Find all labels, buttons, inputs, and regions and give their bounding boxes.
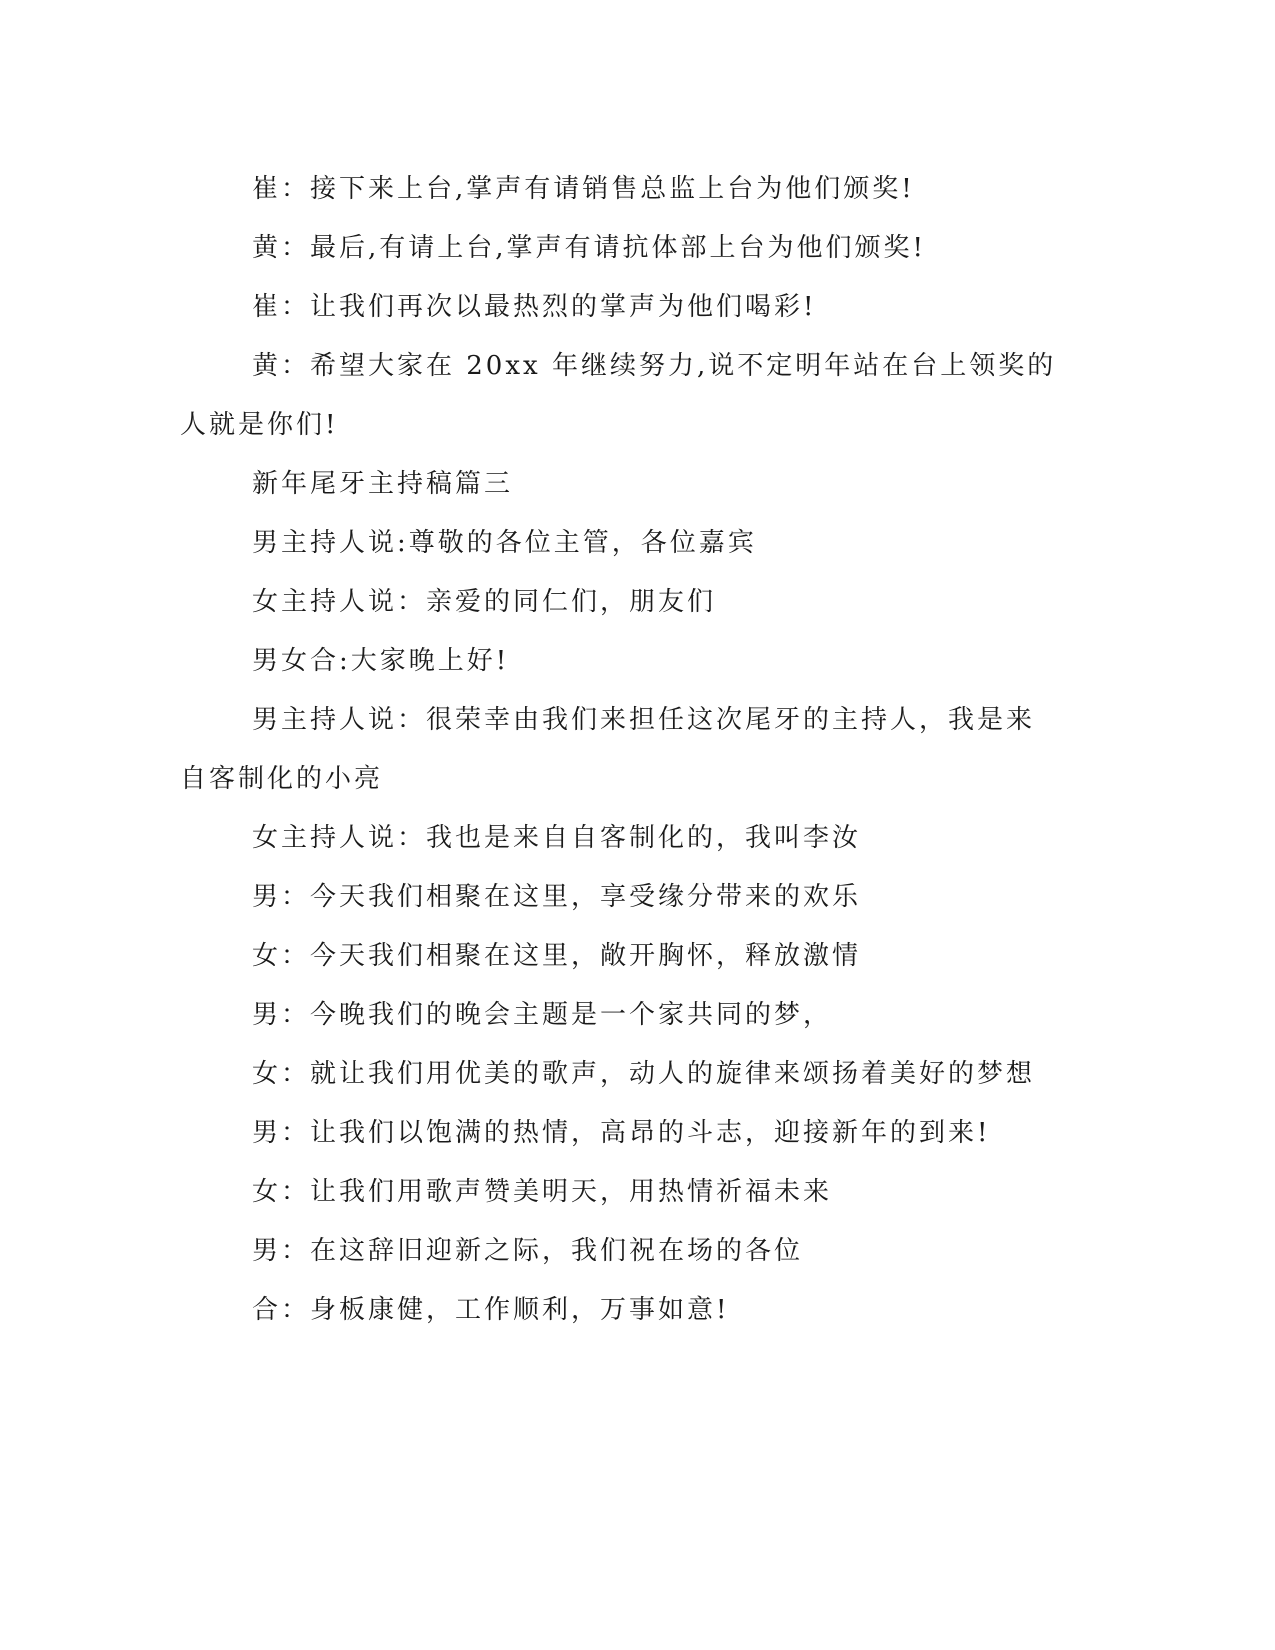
dialogue-line: 男：在这辞旧迎新之际，我们祝在场的各位 [252,1236,804,1266]
document-body [180,160,1060,1340]
section-title: 新年尾牙主持稿篇三 [252,469,514,499]
dialogue-line: 男：今天我们相聚在这里，享受缘分带来的欢乐 [252,882,862,912]
dialogue-line: 黄：最后,有请上台,掌声有请抗体部上台为他们颁奖! [252,233,926,263]
dialogue-line: 崔：接下来上台,掌声有请销售总监上台为他们颁奖! [252,174,915,204]
dialogue-line: 女：让我们用歌声赞美明天，用热情祈福未来 [252,1177,833,1207]
dialogue-line: 女：今天我们相聚在这里，敞开胸怀，释放激情 [252,941,862,971]
dialogue-line: 男女合:大家晚上好! [252,646,510,676]
dialogue-line: 男：让我们以饱满的热情，高昂的斗志，迎接新年的到来! [252,1118,991,1148]
dialogue-line: 男主持人说：很荣幸由我们来担任这次尾牙的主持人，我是来自客制化的小亮 [180,705,1036,794]
dialogue-line: 女主持人说：我也是来自自客制化的，我叫李汝 [252,823,862,853]
dialogue-line: 男：今晚我们的晚会主题是一个家共同的梦， [252,1000,833,1030]
dialogue-line: 崔：让我们再次以最热烈的掌声为他们喝彩! [252,292,817,322]
dialogue-line: 女主持人说：亲爱的同仁们，朋友们 [252,587,717,617]
dialogue-line: 黄：希望大家在 20xx 年继续努力,说不定明年站在台上领奖的人就是你们! [180,351,1057,440]
dialogue-line: 男主持人说:尊敬的各位主管，各位嘉宾 [252,528,757,558]
dialogue-line: 合：身板康健，工作顺利，万事如意! [252,1295,730,1325]
dialogue-line: 女：就让我们用优美的歌声，动人的旋律来颂扬着美好的梦想 [252,1059,1036,1089]
